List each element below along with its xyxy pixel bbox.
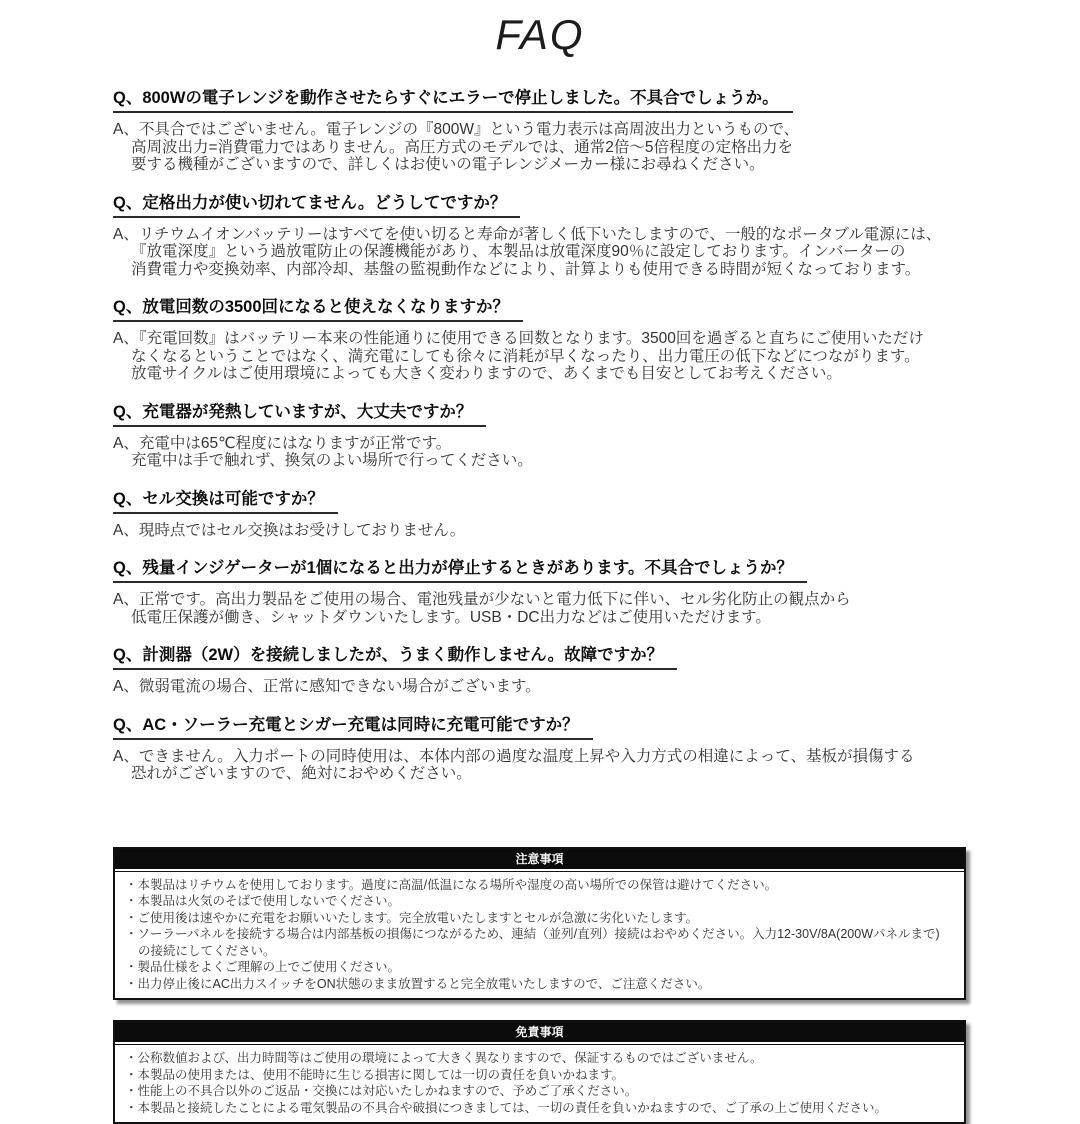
question-heading [113, 297, 968, 322]
answer [113, 748, 968, 783]
question-text: Q、800Wの電子レンジを動作させたらすぐにエラーで停止しました。不具合でしょうか。 [113, 88, 793, 113]
answer-line: 充電中は手で触れず、換気のよい場所で行ってください。 [131, 452, 533, 469]
answer-line: 低電圧保護が働き、シャットダウンいたします。USB・DC出力などはご使用いただけます。 [131, 608, 771, 626]
notice-box-body [115, 871, 964, 999]
question-text: Q、放電回数の3500回になると使えなくなりますか？ [113, 297, 523, 322]
question-heading [113, 645, 968, 670]
answer-line: 消費電力や変換効率、内部冷却、基盤の監視動作などにより、計算よりも使用できる時間が短くなっております。 [131, 260, 921, 278]
answer-line: A、『充電回数』はバッテリー本来の性能通りに使用できる回数となります。3500回を過ぎると直ちにご使用いただけ [113, 330, 924, 347]
answer-line: 放電サイクルはご使用環境によっても大きく変わりますので、あくまでも目安としてお考えください。 [131, 365, 842, 382]
qa-item-3 [113, 297, 968, 383]
qa-item-7 [113, 645, 968, 696]
disclaimer-line: ・本製品の使用または、使用不能時に生じる損害に関しては一切の責任を負いかねます。 [125, 1067, 625, 1082]
answer-line: A、充電中は65℃程度にはなりますが正常です。 [113, 434, 452, 452]
notice-line: ・製品仕様をよくご理解の上でご使用ください。 [125, 960, 401, 974]
notice-line: ・ソーラーパネルを接続する場合は内部基板の損傷につながるため、連結（並列/直列）接続はおやめください。入力12-30V/8A(200Wパネルまで) [125, 927, 940, 941]
answer-line: A、正常です。高出力製品をご使用の場合、電池残量が少ないと電力低下に伴い、セル劣化防止の観点から [113, 591, 851, 608]
question-text: Q、計測器（2W）を接続しましたが、うまく動作しません。故障ですか？ [113, 645, 677, 670]
qa-item-4 [113, 402, 968, 470]
answer-line: 要する機種がございますので、詳しくはお使いの電子レンジメーカー様にお尋ねください。 [131, 156, 765, 173]
question-text: Q、残量インジゲーターが1個になると出力が停止するときがあります。不具合でしょうか？ [113, 558, 807, 583]
answer [113, 522, 968, 540]
disclaimer-line: ・公称数値および、出力時間等はご使用の環境によって大きく異なりますので、保証するものではございません。 [125, 1051, 763, 1065]
question-text: Q、AC・ソーラー充電とシガー充電は同時に充電可能ですか？ [113, 715, 593, 740]
notice-line-continuation: の接続にしてください。 [138, 943, 276, 958]
answer-line: 高周波出力=消費電力ではありません。高圧方式のモデルでは、通常2倍〜5倍程度の定格出力を [131, 138, 793, 156]
notice-box [113, 847, 966, 1001]
answer-line: なくなるということではなく、満充電にしても徐々に消耗が早くなったり、出力電圧の低下などにつながります。 [131, 347, 920, 365]
qa-item-1 [113, 88, 968, 174]
answer-line: A、できません。入力ポートの同時使用は、本体内部の過度な温度上昇や入力方式の相違によって、基板が損傷する [113, 747, 915, 765]
page-title: FAQ [495, 11, 585, 58]
question-text: Q、セル交換は可能ですか？ [113, 489, 338, 514]
answer [113, 121, 968, 174]
answer-line: A、微弱電流の場合、正常に感知できない場合がございます。 [113, 678, 541, 695]
notice-line: ・出力停止後にAC出力スイッチをON状態のまま放置すると完全放電いたしますので、ご注意ください。 [125, 976, 711, 991]
answer [113, 678, 968, 696]
answer [113, 435, 968, 470]
answer [113, 591, 968, 626]
disclaimer-box-body [115, 1044, 964, 1122]
question-text: Q、定格出力が使い切れてません。どうしてですか？ [113, 193, 520, 218]
question-heading [113, 715, 968, 740]
qa-item-8 [113, 715, 968, 783]
answer-line: 『放電深度』という過放電防止の保護機能があり、本製品は放電深度90％に設定しております。インバーターの [131, 243, 906, 260]
notice-line: ・本製品は火気のそばで使用しないでください。 [125, 894, 401, 908]
disclaimer-line: ・性能上の不具合以外のご返品・交換には対応いたしかねますので、予めご了承ください。 [125, 1084, 638, 1098]
question-heading [113, 193, 968, 218]
disclaimer-box [113, 1020, 966, 1124]
question-heading [113, 558, 968, 583]
qa-item-6 [113, 558, 968, 626]
faq-content [113, 88, 968, 1124]
question-heading [113, 489, 968, 514]
notice-line: ・ご使用後は速やかに充電をお願いいたします。完全放電いたしますとセルが急激に劣化いたします。 [125, 910, 699, 925]
qa-item-2 [113, 193, 968, 279]
disclaimer-line: ・本製品と接続したことによる電気製品の不具合や破損につきましては、一切の責任を負いかねますので、ご了承の上ご使用ください。 [125, 1100, 888, 1115]
answer-line: A、現時点ではセル交換はお受けしておりません。 [113, 521, 466, 539]
answer-line: A、不具合ではございません。電子レンジの『800W』という電力表示は高周波出力というもので、 [113, 121, 800, 138]
answer [113, 226, 968, 279]
notice-box-title: 注意事項 [115, 849, 964, 871]
answer-line: A、リチウムイオンバッテリーはすべてを使い切ると寿命が著しく低下いたしますので、一般的なポータブル電源には、 [113, 225, 942, 243]
answer [113, 330, 968, 383]
qa-item-5 [113, 489, 968, 540]
notice-line: ・本製品はリチウムを使用しております。過度に高温/低温になる場所や湿度の高い場所での保管は避けてください。 [125, 877, 778, 892]
question-text: Q、充電器が発熱していますが、大丈夫ですか？ [113, 402, 486, 427]
question-heading [113, 88, 968, 113]
answer-line: 恐れがございますので、絶対におやめください。 [131, 765, 472, 782]
question-heading [113, 402, 968, 427]
disclaimer-box-title: 免責事項 [115, 1022, 964, 1044]
